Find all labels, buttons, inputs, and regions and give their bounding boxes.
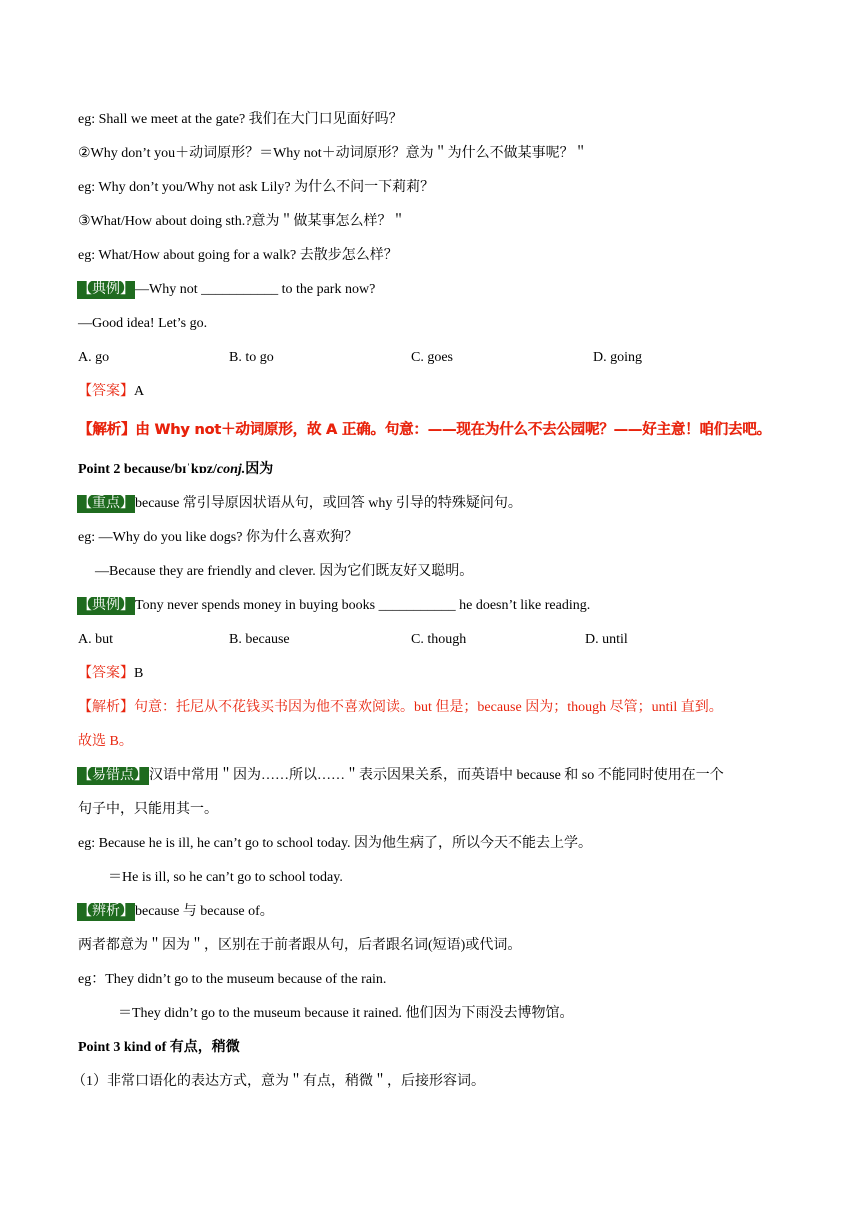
exercise-question (78, 281, 375, 299)
answer-value: B (134, 666, 144, 681)
grammar-rule: ②Why don’t you＋动词原形？＝Why not＋动词原形？意为＂为什么不做某事呢？＂ (78, 146, 588, 161)
key-tag: 【重点】 (78, 496, 134, 511)
answer-line (78, 665, 143, 683)
exercise-question (78, 597, 590, 615)
question-text: Tony never spends money in buying books ___________ he doesn’t like reading. (135, 598, 591, 613)
distinction-text: because 与 because of。 (135, 904, 274, 919)
answer-tag: 【答案】 (78, 666, 134, 681)
example-sentence: eg: Shall we meet at the gate? 我们在大门口见面好吗？ (78, 112, 403, 127)
question-reply: —Good idea! Let’s go. (78, 316, 208, 331)
example-sentence: eg: —Why do you like dogs? 你为什么喜欢狗？ (78, 530, 358, 545)
distinction-description: 两者都意为＂因为＂，区别在于前者跟从句，后者跟名词(短语)或代词。 (78, 938, 522, 953)
error-point (78, 767, 724, 785)
option-d: D. until (585, 632, 628, 647)
answer-tag: 【答案】 (78, 384, 134, 399)
option-b: B. to go (229, 350, 274, 365)
key-text: because 常引导原因状语从句，或回答 why 引导的特殊疑问句。 (135, 496, 522, 511)
option-c: C. though (411, 632, 467, 647)
analysis-line (78, 699, 723, 717)
example-sentence: eg：They didn’t go to the museum because of the rain. (78, 972, 387, 987)
example-sentence: eg: What/How about going for a walk? 去散步怎么样？ (78, 248, 398, 263)
example-sentence: ＝They didn’t go to the museum because it rained. 他们因为下雨没去博物馆。 (118, 1006, 574, 1021)
point-heading (78, 461, 273, 479)
point-heading-meaning: 因为 (245, 462, 274, 477)
option-c: C. goes (411, 350, 453, 365)
part-of-speech: conj. (216, 462, 246, 477)
question-text: —Why not ___________ to the park now? (135, 282, 376, 297)
example-sentence: eg: Why don’t you/Why not ask Lily? 为什么不问一下莉莉？ (78, 180, 435, 195)
example-sentence: eg: Because he is ill, he can’t go to school today. 因为他生病了，所以今天不能去上学。 (78, 836, 593, 851)
option-b: B. because (229, 632, 290, 647)
analysis-tag: 【解析】 (78, 700, 134, 715)
distinction-point (78, 903, 274, 921)
error-text: 汉语中常用＂因为……所以……＂表示因果关系，而英语中 because 和 so 不能同时使用在一个 (149, 768, 724, 783)
distinction-tag: 【辨析】 (78, 904, 134, 919)
answer-line (78, 383, 144, 401)
analysis-line: 【解析】由 Why not＋动词原形，故 A 正确。句意：——现在为什么不去公园呢？——好主意！咱们去吧。 (78, 422, 771, 438)
error-continued: 句子中，只能用其一。 (78, 802, 218, 817)
option-d: D. going (593, 350, 642, 365)
option-a: A. but (78, 632, 113, 647)
grammar-rule: ③What/How about doing sth.?意为＂做某事怎么样？＂ (78, 214, 406, 229)
example-sentence: —Because they are friendly and clever. 因为它们既友好又聪明。 (95, 564, 474, 579)
analysis-text: 句意：托尼从不花钱买书因为他不喜欢阅读。but 但是；because 因为；though 尽管；until 直到。 (134, 700, 723, 715)
usage-note: （1）非常口语化的表达方式，意为＂有点，稍微＂，后接形容词。 (72, 1074, 485, 1089)
answer-value: A (134, 384, 145, 399)
option-a: A. go (78, 350, 110, 365)
analysis-continued: 故选 B。 (78, 734, 133, 749)
example-sentence: ＝He is ill, so he can’t go to school today. (108, 870, 343, 885)
example-tag: 【典例】 (78, 598, 134, 613)
error-tag: 【易错点】 (78, 768, 148, 783)
key-point (78, 495, 522, 513)
point-heading-word: Point 2 because/bɪˈkɒz/ (78, 462, 217, 477)
example-tag: 【典例】 (78, 282, 134, 297)
point-heading: Point 3 kind of 有点，稍微 (78, 1040, 240, 1055)
